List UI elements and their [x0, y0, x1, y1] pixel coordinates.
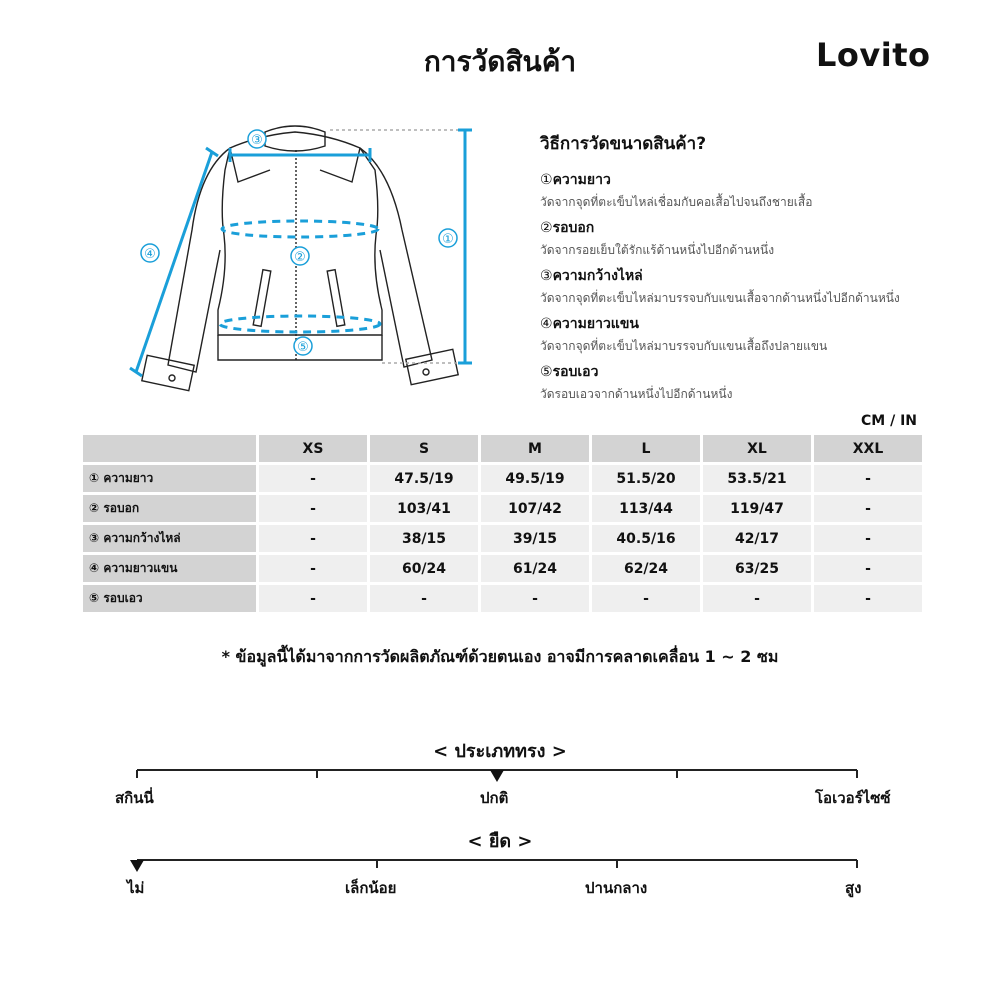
- table-cell: 107/42: [481, 495, 589, 522]
- instruction-item: [540, 217, 970, 260]
- size-chart-table: [80, 432, 925, 615]
- jacket-measurement-diagram: [120, 110, 480, 400]
- stretch-label-medium: ปานกลาง: [585, 879, 648, 897]
- brand-logo: Lovito: [816, 36, 931, 74]
- unit-label: CM / IN: [861, 413, 917, 429]
- table-cell: 119/47: [703, 495, 811, 522]
- fit-scale-title: < ประเภททรง >: [433, 741, 567, 762]
- instruction-title: รอบอก: [552, 220, 595, 236]
- table-cell: -: [814, 465, 922, 492]
- marker-length: ①: [442, 232, 454, 247]
- table-cell: 39/15: [481, 525, 589, 552]
- marker-sleeve: ④: [144, 247, 156, 262]
- table-cell: -: [481, 585, 589, 612]
- table-cell: -: [814, 555, 922, 582]
- table-cell: 38/15: [370, 525, 478, 552]
- column-header: L: [592, 435, 700, 462]
- row-header: ② รอบอก: [83, 495, 256, 522]
- instruction-desc: วัดจากจุดที่ตะเข็บไหล่เชื่อมกับคอเสื้อไปจนถึงชายเสื้อ: [540, 195, 813, 209]
- table-header-row: [83, 435, 922, 462]
- column-header: M: [481, 435, 589, 462]
- instruction-item: [540, 169, 970, 212]
- stretch-label-high: สูง: [845, 879, 862, 897]
- table-row: [83, 465, 922, 492]
- instruction-title: ความยาวแขน: [552, 316, 639, 332]
- instruction-desc: วัดรอบเอวจากด้านหนึ่งไปอีกด้านหนึ่ง: [540, 387, 733, 401]
- column-header: XL: [703, 435, 811, 462]
- table-cell: 51.5/20: [592, 465, 700, 492]
- column-header: XXL: [814, 435, 922, 462]
- table-cell: -: [259, 555, 367, 582]
- table-cell: 49.5/19: [481, 465, 589, 492]
- table-cell: -: [259, 525, 367, 552]
- page-title: การวัดสินค้า: [423, 45, 577, 78]
- instruction-item: [540, 265, 970, 308]
- table-cell: -: [703, 585, 811, 612]
- table-cell: -: [814, 495, 922, 522]
- instruction-desc: วัดจากรอยเย็บใต้รักแร้ด้านหนึ่งไปอีกด้านหนึ่ง: [540, 243, 775, 257]
- row-header: ⑤ รอบเอว: [83, 585, 256, 612]
- instruction-title: ความกว้างไหล่: [552, 268, 643, 284]
- instruction-number: ⑤: [540, 364, 553, 380]
- instruction-number: ③: [540, 268, 553, 284]
- column-header: XS: [259, 435, 367, 462]
- table-cell: -: [259, 495, 367, 522]
- marker-shoulder: ③: [251, 133, 263, 148]
- table-cell: 60/24: [370, 555, 478, 582]
- fit-selected-marker: [490, 770, 504, 782]
- instruction-item: [540, 313, 970, 356]
- table-row: [83, 495, 922, 522]
- instruction-item: [540, 361, 970, 404]
- table-cell: 113/44: [592, 495, 700, 522]
- instruction-number: ①: [540, 172, 553, 188]
- table-cell: 61/24: [481, 555, 589, 582]
- fit-label-skinny: สกินนี่: [115, 789, 154, 807]
- instruction-title: รอบเอว: [552, 364, 599, 380]
- table-cell: -: [370, 585, 478, 612]
- marker-bust: ②: [294, 250, 306, 265]
- stretch-selected-marker: [130, 860, 144, 872]
- fit-label-regular: ปกติ: [480, 789, 509, 807]
- instruction-title: ความยาว: [552, 172, 611, 188]
- marker-waist: ⑤: [297, 340, 309, 355]
- table-cell: 63/25: [703, 555, 811, 582]
- table-row: [83, 525, 922, 552]
- table-corner: [83, 435, 256, 462]
- instruction-desc: วัดจากจุดที่ตะเข็บไหล่มาบรรจบกับแขนเสื้อจากด้านหนึ่งไปอีกด้านหนึ่ง: [540, 291, 900, 305]
- row-header: ③ ความกว้างไหล่: [83, 525, 256, 552]
- table-cell: -: [814, 525, 922, 552]
- table-row: [83, 555, 922, 582]
- instruction-number: ②: [540, 220, 553, 236]
- table-cell: -: [259, 465, 367, 492]
- row-header: ④ ความยาวแขน: [83, 555, 256, 582]
- table-cell: 62/24: [592, 555, 700, 582]
- table-cell: 40.5/16: [592, 525, 700, 552]
- stretch-scale-title: < ยืด >: [467, 831, 533, 852]
- row-header: ① ความยาว: [83, 465, 256, 492]
- measurement-instructions: [540, 130, 970, 408]
- fit-label-oversize: โอเวอร์ไซซ์: [815, 789, 891, 807]
- table-cell: -: [259, 585, 367, 612]
- instruction-number: ④: [540, 316, 553, 332]
- stretch-label-none: ไม่: [127, 879, 145, 897]
- table-cell: 47.5/19: [370, 465, 478, 492]
- table-cell: -: [814, 585, 922, 612]
- column-header: S: [370, 435, 478, 462]
- table-cell: -: [592, 585, 700, 612]
- table-cell: 42/17: [703, 525, 811, 552]
- measurement-note: * ข้อมูลนี้ได้มาจากการวัดผลิตภัณฑ์ด้วยตนเอง อาจมีการคลาดเคลื่อน 1 ~ 2 ซม: [221, 647, 779, 666]
- instructions-heading: วิธีการวัดขนาดสินค้า?: [540, 134, 707, 154]
- table-row: [83, 585, 922, 612]
- instruction-desc: วัดจากจุดที่ตะเข็บไหล่มาบรรจบกับแขนเสื้อถึงปลายแขน: [540, 339, 828, 353]
- table-cell: 53.5/21: [703, 465, 811, 492]
- stretch-label-slight: เล็กน้อย: [345, 879, 397, 897]
- table-cell: 103/41: [370, 495, 478, 522]
